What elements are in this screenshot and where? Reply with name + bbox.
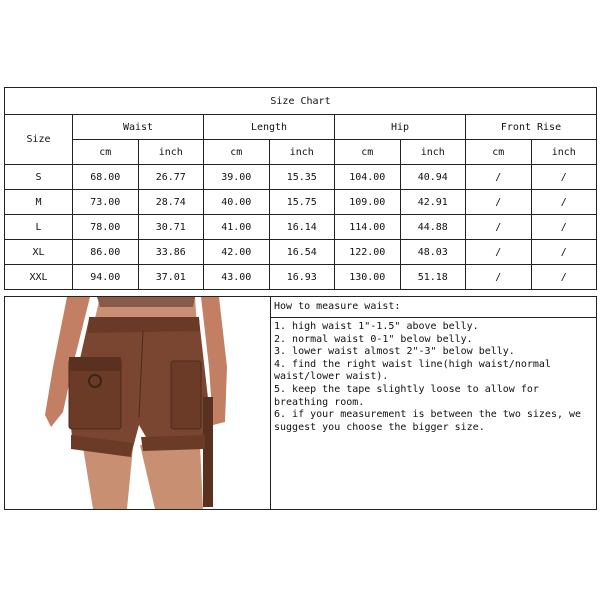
measurement-cell: / [531, 165, 597, 190]
measurement-cell: / [466, 215, 532, 240]
product-photo [5, 297, 271, 509]
instruction-item: 1. high waist 1"-1.5" above belly. [274, 321, 479, 332]
measurement-cell: 16.54 [269, 240, 335, 265]
measurement-cell: / [531, 190, 597, 215]
measurement-cell: 43.00 [204, 265, 270, 290]
hanging-strap [203, 397, 213, 507]
group-header-waist: Waist [73, 115, 204, 140]
instruction-item: 3. lower waist almost 2"-3" below belly. [274, 346, 515, 358]
measurement-cell: 51.18 [400, 265, 466, 290]
measurement-cell: 41.00 [204, 215, 270, 240]
instruction-item: 5. keep the tape slightly loose to allow for breathing room. [274, 383, 539, 408]
group-header-hip: Hip [335, 115, 466, 140]
measurement-cell: / [466, 190, 532, 215]
measurement-cell: 44.88 [400, 215, 466, 240]
size-row [5, 165, 597, 190]
instruction-item: 2. normal waist 0-1" below belly. [274, 333, 473, 345]
measurement-cell: 94.00 [73, 265, 139, 290]
measurement-cell: 109.00 [335, 190, 401, 215]
measurement-cell: / [466, 240, 532, 265]
size-row [5, 240, 597, 265]
measurement-cell: / [531, 240, 597, 265]
measurement-cell: 78.00 [73, 215, 139, 240]
measure-instructions [271, 297, 596, 509]
measurement-section [4, 296, 597, 510]
measurement-cell: / [531, 215, 597, 240]
measurement-cell: 39.00 [204, 165, 270, 190]
measurement-cell: 37.01 [138, 265, 204, 290]
measurement-cell: 73.00 [73, 190, 139, 215]
size-chart-title: Size Chart [5, 88, 597, 115]
unit-header: cm [73, 140, 139, 165]
measurement-cell: 16.14 [269, 215, 335, 240]
measurement-cell: 26.77 [138, 165, 204, 190]
size-label-cell: S [5, 165, 73, 190]
instructions-title: How to measure waist: [271, 297, 596, 318]
measurement-cell: 15.35 [269, 165, 335, 190]
size-row [5, 215, 597, 240]
measurement-cell: 28.74 [138, 190, 204, 215]
unit-header: inch [269, 140, 335, 165]
instruction-item: 4. find the right waist line(high waist/normal waist/lower waist). [274, 358, 551, 383]
measurement-cell: 130.00 [335, 265, 401, 290]
unit-header: cm [335, 140, 401, 165]
unit-header: inch [400, 140, 466, 165]
measurement-cell: 68.00 [73, 165, 139, 190]
measurement-cell: 33.86 [138, 240, 204, 265]
shorts-waistband [88, 317, 200, 333]
unit-header: cm [466, 140, 532, 165]
instructions-list [271, 318, 596, 434]
size-label-cell: M [5, 190, 73, 215]
size-label-cell: XXL [5, 265, 73, 290]
model-top [97, 297, 195, 307]
measurement-cell: 42.91 [400, 190, 466, 215]
unit-header: inch [138, 140, 204, 165]
size-header: Size [5, 115, 73, 165]
left-pocket-flap [69, 357, 121, 371]
instruction-item: 6. if your measurement is between the two sizes, we suggest you choose the bigger size. [274, 409, 582, 433]
measurement-cell: 16.93 [269, 265, 335, 290]
measurement-cell: 104.00 [335, 165, 401, 190]
group-header-length: Length [204, 115, 335, 140]
measurement-cell: / [466, 165, 532, 190]
group-header-front-rise: Front Rise [466, 115, 597, 140]
unit-header: inch [531, 140, 597, 165]
measurement-cell: 40.94 [400, 165, 466, 190]
size-row [5, 190, 597, 215]
size-row [5, 265, 597, 290]
size-label-cell: L [5, 215, 73, 240]
size-label-cell: XL [5, 240, 73, 265]
measurement-cell: 40.00 [204, 190, 270, 215]
measurement-cell: 86.00 [73, 240, 139, 265]
size-chart-table [4, 87, 597, 290]
measurement-cell: 122.00 [335, 240, 401, 265]
measurement-cell: 48.03 [400, 240, 466, 265]
measurement-cell: / [466, 265, 532, 290]
model-right-leg [140, 445, 203, 509]
measurement-cell: 42.00 [204, 240, 270, 265]
shorts-model-image [5, 297, 270, 509]
measurement-cell: 15.75 [269, 190, 335, 215]
right-cuff [141, 435, 205, 451]
unit-header: cm [204, 140, 270, 165]
measurement-cell: 114.00 [335, 215, 401, 240]
model-left-leg [83, 447, 133, 509]
measurement-cell: / [531, 265, 597, 290]
right-cargo-pocket [171, 361, 201, 429]
measurement-cell: 30.71 [138, 215, 204, 240]
